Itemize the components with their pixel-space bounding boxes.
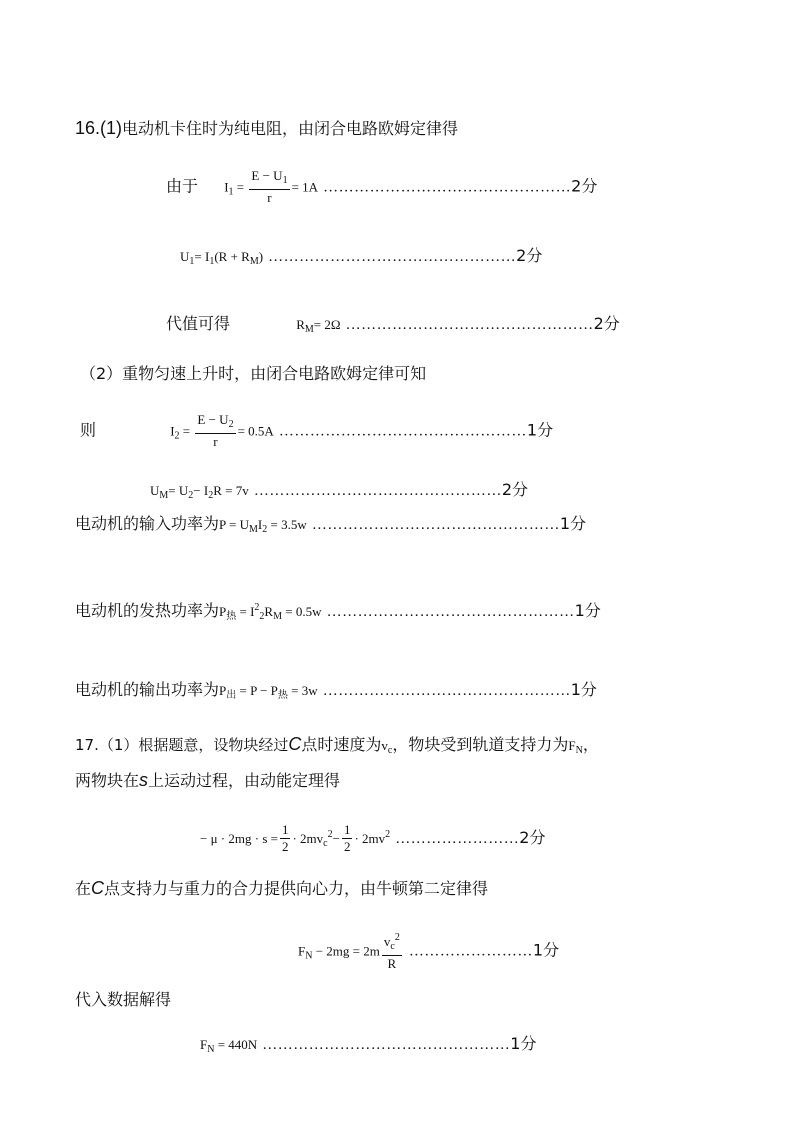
q16-eq1-prefix: 由于 — [166, 176, 199, 196]
dot-leader: ………………………………………… — [278, 423, 527, 440]
q17-eq3: $F_N = 440N$ …………………………………………1分 — [200, 1034, 537, 1055]
q17-line4: 代入数据解得 — [75, 990, 172, 1009]
q16-part1-text: 电动机卡住时为纯电阻，由闭合电路欧姆定律得 — [122, 119, 459, 138]
q17-eq2-score: 1分 — [532, 940, 560, 960]
q16-eq6-text: 电动机的输入功率为 — [75, 514, 220, 533]
q16-eq7: 电动机的发热功率为$P_热 = I^2_2R_M = 0.5w$ …………………………………………1分 — [75, 601, 601, 622]
q17-eq1-score: 2分 — [519, 828, 546, 847]
q16-eq5: $U_M= U_2- I_2R = 7v$ …………………………………………2分 — [150, 480, 528, 501]
q16-eq7-score: 1分 — [574, 601, 601, 620]
q16-eq1-score: 2分 — [571, 176, 598, 196]
point-c-label: C — [288, 734, 302, 754]
q16-eq3-score: 2分 — [593, 314, 620, 333]
q17-eq2-fraction: $\frac{v_c^2}{R}$ — [383, 932, 400, 971]
dot-leader: ………………………………………… — [262, 1037, 511, 1053]
q16-eq6: 电动机的输入功率为$P = U_MI_2 = 3.5w$ …………………………………………1分 — [75, 514, 586, 535]
q16-eq6-score: 1分 — [559, 514, 586, 533]
q16-eq4: 则 $I_2$ = $\frac{E - U_2}{r}$ = 0.5A …………………………………………1分 — [80, 412, 554, 449]
dot-leader: ………………………………………… — [322, 683, 571, 699]
q16-eq8: 电动机的输出功率为$P_出 = P - P_热 = 3w$ …………………………………………1分 — [75, 680, 597, 701]
q17-eq3-score: 1分 — [510, 1034, 537, 1053]
q17-intro-line2: 两物块在s上运动过程，由动能定理得 — [75, 770, 341, 790]
q16-eq3: 代值可得 $R_M= 2\Omega$ …………………………………………2分 — [166, 314, 620, 335]
q17-eq1-fraction1: $\frac{1}{2}$ — [281, 822, 289, 854]
dot-leader: ………………………………………… — [311, 517, 560, 533]
q16-eq1-fraction: $\frac{E - U_1}{r}$ — [251, 168, 288, 205]
q16-eq4-score: 1分 — [526, 420, 554, 440]
q16-part1-label: (1) — [100, 118, 123, 138]
q16-eq8-score: 1分 — [570, 680, 597, 699]
q16-eq4-fraction: $\frac{E - U_2}{r}$ — [197, 412, 234, 449]
q16-eq1: 由于 $I_1$ = $\frac{E - U_1}{r}$ = 1A …………………………………………2分 — [166, 168, 598, 205]
dot-leader: ………………………………………… — [253, 483, 502, 499]
q16-heading — [75, 118, 458, 139]
dot-leader: …………………… — [408, 943, 533, 960]
q16-eq2-score: 2分 — [516, 246, 543, 265]
q16-eq2: $U_1= I_1(R + R_M)$ …………………………………………2分 — [180, 246, 543, 267]
dot-leader: …………………… — [395, 831, 520, 847]
q16-part2-text: （2）重物匀速上升时，由闭合电路欧姆定律可知 — [80, 364, 427, 383]
dot-leader: ………………………………………… — [345, 317, 594, 333]
dot-leader: ………………………………………… — [323, 179, 572, 196]
q17-eq1-fraction2: $\frac{1}{2}$ — [343, 822, 351, 854]
q16-eq4-prefix: 则 — [80, 420, 97, 440]
q17-eq2: $F_N - 2mg = 2m$ $\frac{v_c^2}{R}$ ……………………1分 — [298, 932, 560, 971]
q16-eq3-prefix: 代值可得 — [166, 314, 231, 333]
q16-eq5-score: 2分 — [501, 480, 528, 499]
dot-leader: ………………………………………… — [326, 604, 575, 620]
q16-number: 16. — [75, 118, 101, 138]
q17-intro-line1: 17.（1）根据题意，设物块经过C点时速度为$v_c$，物块受到轨道支持力为$F_N$， — [75, 734, 599, 756]
q16-eq8-text: 电动机的输出功率为 — [75, 680, 220, 699]
q16-eq7-text: 电动机的发热功率为 — [75, 601, 220, 620]
q17-eq1: − μ · 2mg · s = $\frac{1}{2}$ · $2mv_c^2-$ $\frac{1}{2}$ · $2mv^2$ ……………………2分 — [200, 822, 546, 854]
dot-leader: ………………………………………… — [268, 249, 517, 265]
q17-line3: 在C点支持力与重力的合力提供向心力，由牛顿第二定律得 — [75, 878, 489, 898]
